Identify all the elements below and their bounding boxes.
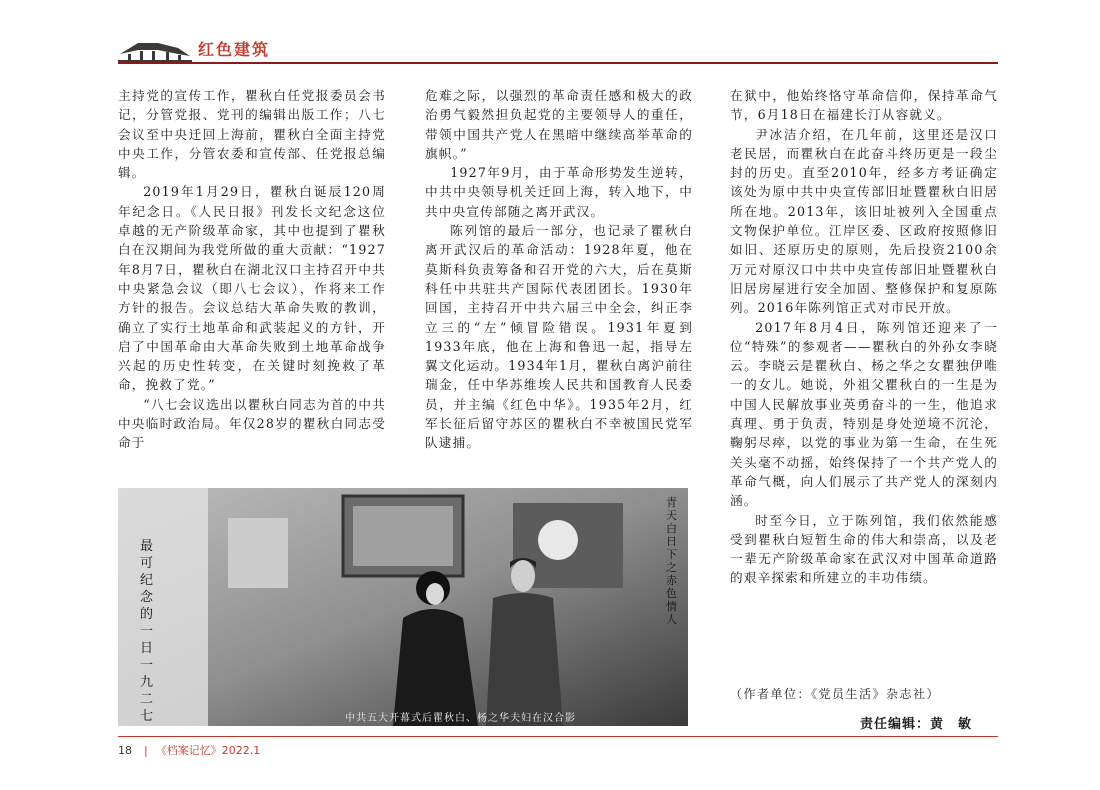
responsible-editor: 责任编辑：黄 敏	[860, 717, 973, 732]
paragraph: 2017年8月4日，陈列馆还迎来了一位“特殊”的参观者——瞿秋白的外孙女李晓云。李晓云是瞿秋白、杨之华之女瞿独伊唯一的女儿。她说，外祖父瞿秋白的一生是为中国人民解放事业英勇奋斗的一生，他追求真理、勇于负责，特别是身处逆境不沉沦，鞠躬尽瘁，以党的事业为第一生命，在生死关头毫不动摇，始终保持了一个共产党人的革命气概，向人们展示了共产党人的深刻内涵。	[730, 319, 998, 509]
photo-illustration	[118, 488, 688, 726]
photo-inscription-left: 最可纪念的一日 一九二七	[140, 539, 154, 724]
paragraph: 时至今日，立于陈列馆，我们依然能感受到瞿秋白短暂生命的伟大和崇高，以及老一辈无产阶级革命家在武汉对中国革命道路的艰辛探索和所建立的丰功伟绩。	[730, 512, 998, 586]
photo-inscription-right: 青天白日下之赤色情人	[666, 496, 677, 626]
historical-photo	[118, 488, 688, 726]
building-roof-icon	[118, 40, 192, 62]
header-divider	[118, 62, 998, 64]
footer-divider	[118, 736, 998, 737]
paragraph: 2019年1月29日，瞿秋白诞辰120周年纪念日。《人民日报》刊发长文纪念这位卓越的无产阶级革命家，其中也提到了瞿秋白在汉期间为我党所做的重大贡献：“1927年8月7日，瞿秋白在湖北汉口主持召开中共中央紧急会议（即八七会议），作将来工作方针的报告。会议总结大革命失败的教训，确立了实行土地革命和武装起义的方针，开启了中国革命由大革命失败到土地革命战争兴起的历史性转变，在关键时刻挽救了革命，挽救了党。”	[118, 184, 386, 393]
photo-caption: 中共五大开幕式后瞿秋白、杨之华夫妇在汉合影	[345, 713, 576, 724]
text-column-3	[730, 86, 998, 588]
paragraph: “八七会议选出以瞿秋白同志为首的中共中央临时政治局。年仅28岁的瞿秋白同志受命于	[118, 396, 386, 451]
author-affiliation: （作者单位：《党员生活》杂志社）	[730, 687, 941, 701]
footer-separator: |	[144, 744, 148, 757]
text-column-2	[425, 86, 693, 453]
paragraph: 尹冰洁介绍，在几年前，这里还是汉口老民居，而瞿秋白在此奋斗终历更是一段尘封的历史。直至2010年，经多方考证确定该处为原中共中央宣传部旧址暨瞿秋白旧居所在地。2013年，该旧址被列入全国重点文物保护单位。江岸区委、区政府按照修旧如旧、还原历史的原则，先后投资2100余万元对原汉口中共中央宣传部旧址暨瞿秋白旧居房屋进行安全加固、整修保护和复原陈列。2016年陈列馆正式对市民开放。	[730, 126, 998, 316]
paragraph: 1927年9月，由于革命形势发生逆转，中共中央领导机关迁回上海，转入地下，中共中央宣传部随之离开武汉。	[425, 165, 693, 219]
paragraph: 主持党的宣传工作，瞿秋白任党报委员会书记，分管党报、党刊的编辑出版工作；八七会议至中央迁回上海前，瞿秋白全面主持党中央工作，分管农委和宣传部、任党报总编辑。	[118, 88, 386, 181]
paragraph: 陈列馆的最后一部分，也记录了瞿秋白离开武汉后的革命活动：1928年夏，他在莫斯科负责筹备和召开党的六大，后在莫斯科任中共驻共产国际代表团团长。1930年回国，主持召开中共六届三中全会，纠正李立三的“左”倾冒险错误。1931年夏到1933年底，他在上海和鲁迅一起，指导左翼文化运动。1934年1月，瞿秋白离沪前往瑞金，任中华苏维埃人民共和国教育人民委员，并主编《红色中华》。1935年2月，红军长征后留守苏区的瞿秋白不幸被国民党军队逮捕。	[425, 223, 693, 451]
section-title: 红色建筑	[198, 40, 271, 59]
text-column-1	[118, 86, 386, 453]
page-header	[118, 38, 998, 64]
page-footer	[118, 742, 260, 758]
paragraph: 危难之际，以强烈的革命责任感和极大的政治勇气毅然担负起党的主要领导人的重任，带领中国共产党人在黑暗中继续高举革命的旗帜。”	[425, 88, 693, 161]
magazine-issue: 《档案记忆》2022.1	[155, 744, 261, 757]
paragraph: 在狱中，他始终恪守革命信仰，保持革命气节，6月18日在福建长汀从容就义。	[730, 88, 998, 123]
page-number: 18	[118, 744, 132, 757]
